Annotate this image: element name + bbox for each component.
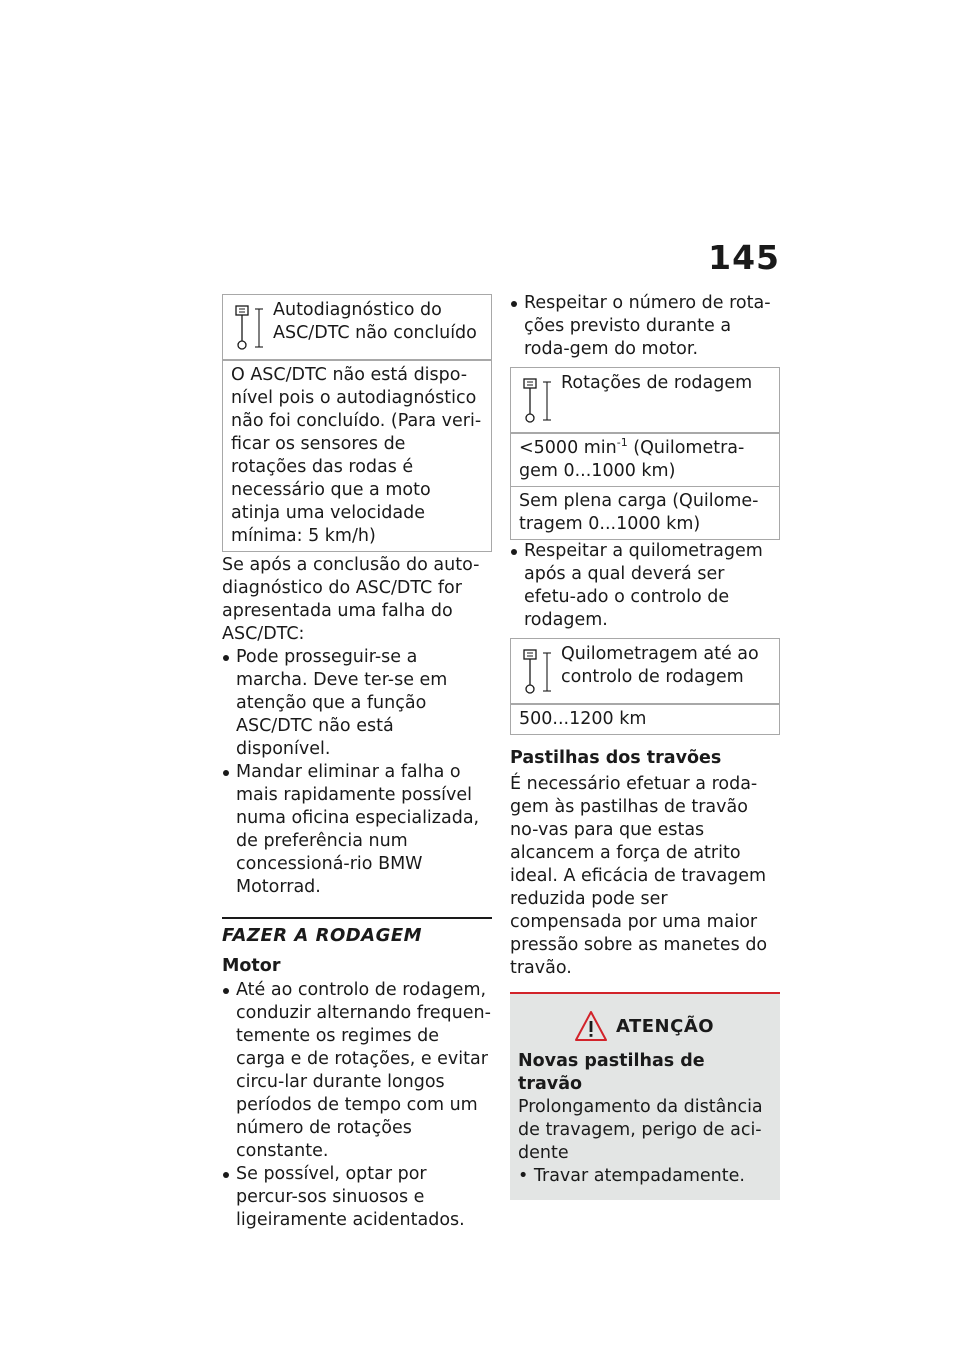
spec-title: Rotações de rodagem xyxy=(561,373,753,393)
warning-text: Prolongamento da distância de travagem, perigo de aci-dente xyxy=(518,1097,763,1163)
gauge-icon xyxy=(519,378,553,426)
bullet-list-motor xyxy=(222,979,492,1232)
spec-title: Quilometragem até ao controlo de rodagem xyxy=(561,644,759,687)
spec-title: Autodiagnóstico do ASC/DTC não concluído xyxy=(273,300,477,343)
list-item: Pode prosseguir-se a marcha. Deve ter-se em atenção que a função ASC/DTC não está disponível. xyxy=(222,646,492,761)
subheading-motor: Motor xyxy=(222,956,281,976)
bullet-list-asc xyxy=(222,646,492,899)
left-column xyxy=(222,294,492,1232)
list-item: Até ao controlo de rodagem, conduzir alternando frequen-temente os regimes de carga e de rotações, e evitar circu-lar durante longos períodos de tempo com um número de rotações constante. xyxy=(222,979,492,1163)
page-number: 145 xyxy=(708,238,780,277)
spec-row-km: 500...1200 km xyxy=(511,704,779,734)
gauge-icon xyxy=(519,649,553,697)
spec-box-rotations xyxy=(510,367,780,540)
spec-box-mileage xyxy=(510,638,780,735)
gauge-icon xyxy=(231,305,265,353)
warning-title: ATENÇÃO xyxy=(615,1015,715,1037)
warning-action: • Travar atempadamente. xyxy=(518,1166,745,1186)
warning-box xyxy=(510,992,780,1200)
paragraph-brake-pads: É necessário efetuar a roda-gem às pastilhas de travão no-vas para que estas alcancem a força de atrito ideal. A eficácia de travagem reduzida pode ser compensada por uma maior pressão sobre as manetes do travão. xyxy=(510,774,768,978)
section-divider xyxy=(222,917,492,919)
list-item: Respeitar o número de rota-ções previsto durante a roda-gem do motor. xyxy=(510,292,780,361)
warning-subtitle: Novas pastilhas de travão xyxy=(518,1051,705,1094)
list-item: Mandar eliminar a falha o mais rapidamente possível numa oficina especializada, de preferência num concessioná-rio BMW Motorrad. xyxy=(222,761,492,899)
spec-box-asc-dtc xyxy=(222,294,492,552)
spec-body: O ASC/DTC não está dispo-nível pois o autodiagnóstico não foi concluído. (Para veri-ficar os sensores de rotações das rodas é necessário que a moto atinja uma velocidade mínima: 5 km/h) xyxy=(223,360,491,551)
list-item: Respeitar a quilometragem após a qual deverá ser efetu-ado o controlo de rodagem. xyxy=(510,540,780,632)
spec-row-load: Sem plena carga (Quilome-tragem 0...1000 km) xyxy=(511,486,779,539)
warning-triangle-icon xyxy=(574,1010,608,1042)
spec-row-rpm: <5000 $\min^{-1}$ (Quilometra-gem 0...1000 km) xyxy=(511,433,779,486)
subheading-brake-pads: Pastilhas dos travões xyxy=(510,748,722,768)
right-column xyxy=(510,292,780,1200)
section-title: FAZER A RODAGEM xyxy=(222,925,423,946)
paragraph-asc-failure: Se após a conclusão do auto-diagnóstico do ASC/DTC for apresentada uma falha do ASC/DTC: xyxy=(222,555,480,644)
list-item: Se possível, optar por percur-sos sinuosos e ligeiramente acidentados. xyxy=(222,1163,492,1232)
